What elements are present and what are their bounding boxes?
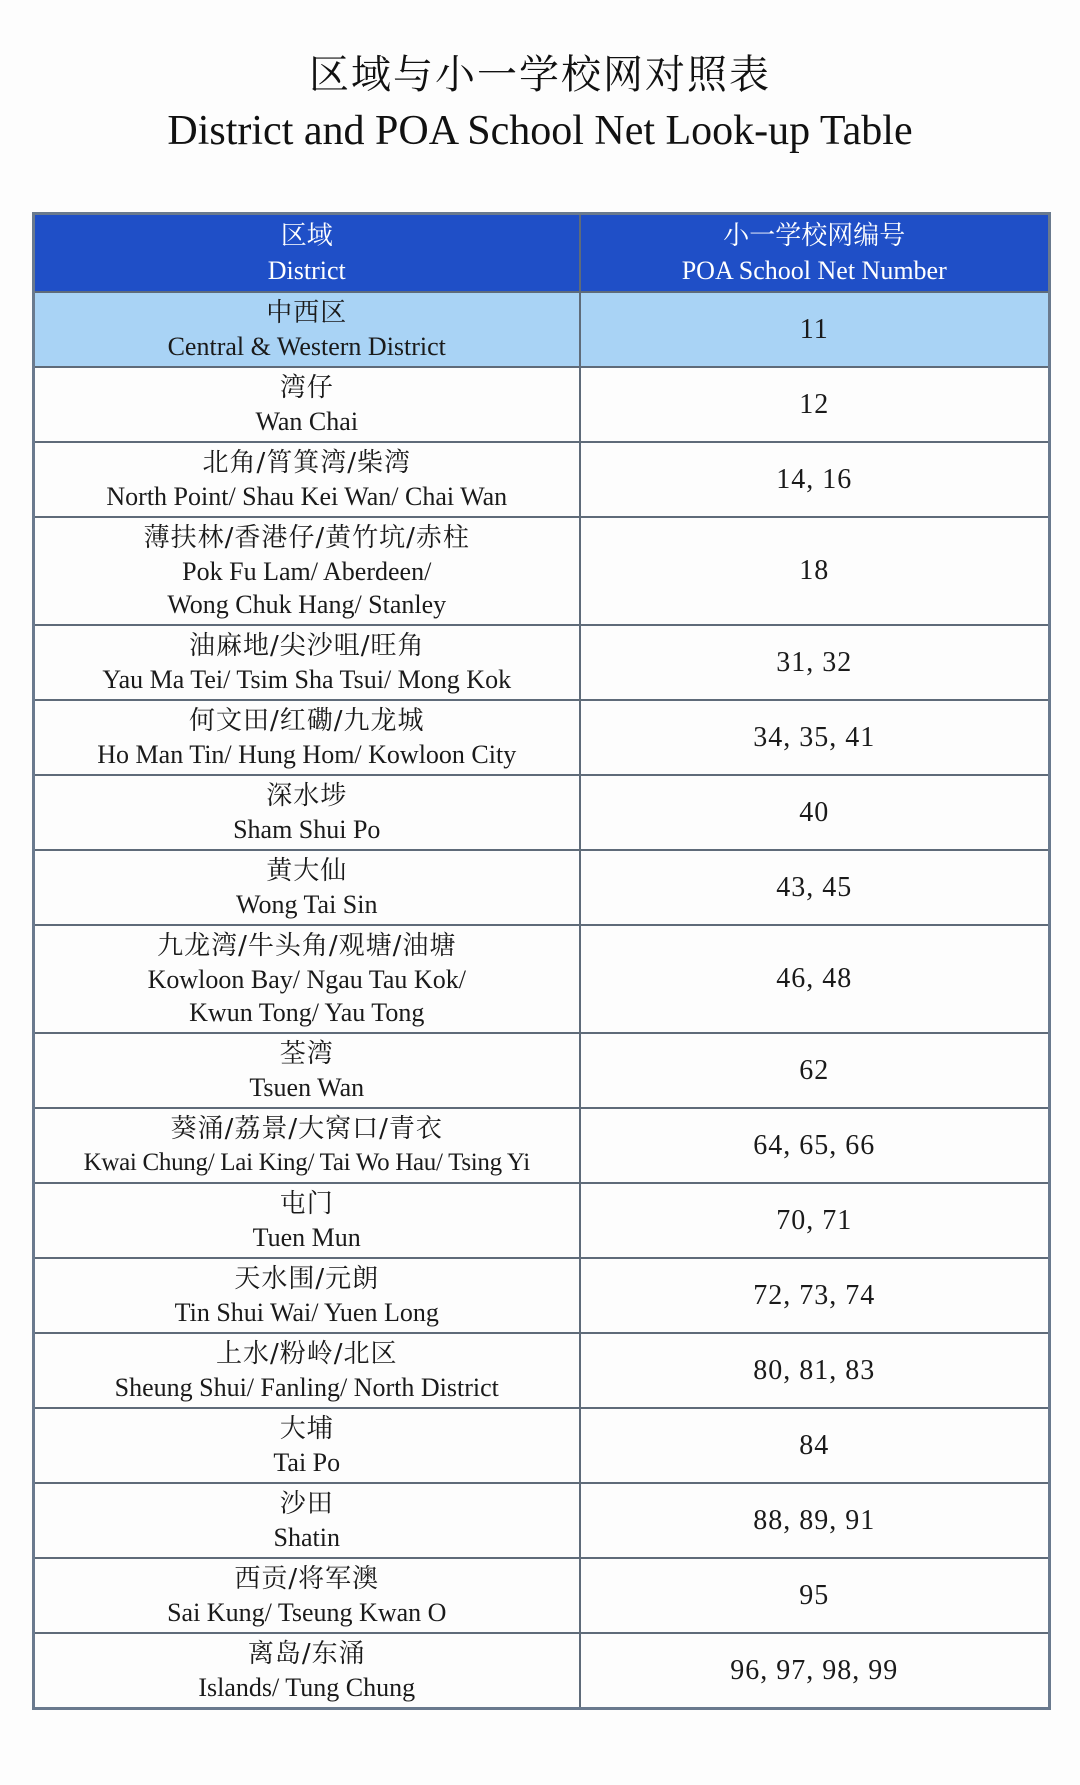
- district-cell: [34, 850, 580, 925]
- district-name-cn: 天水围/元朗: [234, 1264, 380, 1294]
- table-row: [34, 1183, 1050, 1258]
- district-cell: [34, 292, 580, 367]
- district-cell: [34, 1408, 580, 1483]
- district-name-cn: 西贡/将军澳: [234, 1564, 380, 1594]
- page-title-english: District and POA School Net Look-up Table: [167, 108, 913, 154]
- district-cell: [34, 1183, 580, 1258]
- district-name-cn: 油麻地/尖沙咀/旺角: [188, 631, 425, 661]
- table-row: [34, 367, 1050, 442]
- district-name-cn: 大埔: [279, 1414, 334, 1444]
- table-row: [34, 625, 1050, 700]
- net-number-cell: 14, 16: [580, 442, 1050, 517]
- district-name-en: Tai Po: [273, 1448, 341, 1477]
- district-name-en: Shatin: [273, 1523, 340, 1552]
- net-number-cell: 31, 32: [580, 625, 1050, 700]
- district-cell: [34, 1558, 580, 1633]
- district-name-cn: 薄扶林/香港仔/黄竹坑/赤柱: [143, 523, 470, 553]
- district-cell: [34, 775, 580, 850]
- table-row: [34, 1333, 1050, 1408]
- column-header-net-number: [580, 214, 1050, 293]
- table-row: [34, 700, 1050, 775]
- district-name-cn: 何文田/红磡/九龙城: [188, 706, 425, 736]
- net-number-cell: 34, 35, 41: [580, 700, 1050, 775]
- district-name-en: Wan Chai: [255, 407, 359, 436]
- district-name-cn: 沙田: [279, 1489, 334, 1519]
- district-cell: [34, 700, 580, 775]
- table-row: [34, 1108, 1050, 1183]
- table-row: [34, 517, 1050, 625]
- district-name-en: Tin Shui Wai/ Yuen Long: [174, 1298, 439, 1327]
- district-cell: [34, 1033, 580, 1108]
- district-name-cn: 离岛/东涌: [247, 1639, 366, 1669]
- net-number-cell: 43, 45: [580, 850, 1050, 925]
- column-header-district-cn: 区域: [280, 221, 333, 251]
- net-number-cell: 70, 71: [580, 1183, 1050, 1258]
- column-header-net-cn: 小一学校网编号: [723, 221, 906, 251]
- district-name-cn: 黄大仙: [266, 856, 348, 886]
- net-number-cell: 96, 97, 98, 99: [580, 1633, 1050, 1709]
- district-name-cn: 九龙湾/牛头角/观塘/油塘: [157, 931, 457, 961]
- district-name-en: Tsuen Wan: [249, 1073, 365, 1102]
- district-name-en: Ho Man Tin/ Hung Hom/ Kowloon City: [97, 740, 517, 769]
- district-name-en: Pok Fu Lam/ Aberdeen/ Wong Chuk Hang/ Stanley: [167, 557, 447, 619]
- table-row: [34, 925, 1050, 1033]
- title-block: [0, 48, 1080, 160]
- district-name-en: Wong Tai Sin: [235, 890, 378, 919]
- table-row: [34, 1033, 1050, 1108]
- district-cell: [34, 1108, 580, 1183]
- district-cell: [34, 925, 580, 1033]
- district-name-en: Sheung Shui/ Fanling/ North District: [114, 1373, 499, 1402]
- district-name-en: Kwai Chung/ Lai King/ Tai Wo Hau/ Tsing Yi: [83, 1149, 530, 1176]
- column-header-district-en: District: [267, 256, 346, 285]
- district-name-cn: 荃湾: [279, 1039, 334, 1069]
- column-header-district: [34, 214, 580, 293]
- table-row: [34, 1408, 1050, 1483]
- table-row: [34, 1633, 1050, 1709]
- column-header-net-en: POA School Net Number: [681, 256, 947, 285]
- net-number-cell: 80, 81, 83: [580, 1333, 1050, 1408]
- net-number-cell: 72, 73, 74: [580, 1258, 1050, 1333]
- school-net-lookup-table: [32, 212, 1051, 1710]
- net-number-cell: 46, 48: [580, 925, 1050, 1033]
- district-cell: [34, 1633, 580, 1709]
- district-name-cn: 湾仔: [279, 373, 334, 403]
- district-name-en: Central & Western District: [167, 332, 446, 361]
- district-cell: [34, 1483, 580, 1558]
- net-number-cell: 95: [580, 1558, 1050, 1633]
- table-row: [34, 850, 1050, 925]
- net-number-cell: 12: [580, 367, 1050, 442]
- table-row: [34, 442, 1050, 517]
- table-row: [34, 1558, 1050, 1633]
- table-row: [34, 1258, 1050, 1333]
- net-number-cell: 64, 65, 66: [580, 1108, 1050, 1183]
- net-number-cell: 84: [580, 1408, 1050, 1483]
- district-cell: [34, 442, 580, 517]
- page-title-chinese: 区域与小一学校网对照表: [309, 52, 771, 98]
- district-name-cn: 深水埗: [266, 781, 348, 811]
- district-name-cn: 屯门: [279, 1189, 334, 1219]
- district-name-en: Tuen Mun: [252, 1223, 361, 1252]
- district-name-en: North Point/ Shau Kei Wan/ Chai Wan: [106, 482, 508, 511]
- district-cell: [34, 367, 580, 442]
- district-name-cn: 北角/筲箕湾/柴湾: [202, 448, 412, 478]
- table-header-row: [34, 214, 1050, 293]
- net-number-cell: 40: [580, 775, 1050, 850]
- table-row: [34, 1483, 1050, 1558]
- district-name-en: Islands/ Tung Chung: [198, 1673, 416, 1702]
- table-row: [34, 292, 1050, 367]
- district-name-en: Sham Shui Po: [233, 815, 381, 844]
- net-number-cell: 11: [580, 292, 1050, 367]
- net-number-cell: 62: [580, 1033, 1050, 1108]
- district-cell: [34, 625, 580, 700]
- district-name-cn: 中西区: [266, 298, 348, 328]
- district-name-cn: 上水/粉岭/北区: [215, 1339, 398, 1369]
- district-cell: [34, 517, 580, 625]
- district-cell: [34, 1333, 580, 1408]
- district-cell: [34, 1258, 580, 1333]
- net-number-cell: 88, 89, 91: [580, 1483, 1050, 1558]
- table-row: [34, 775, 1050, 850]
- district-name-en: Sai Kung/ Tseung Kwan O: [167, 1598, 447, 1627]
- district-name-en: Yau Ma Tei/ Tsim Sha Tsui/ Mong Kok: [102, 665, 512, 694]
- net-number-cell: 18: [580, 517, 1050, 625]
- district-name-cn: 葵涌/荔景/大窝口/青衣: [170, 1114, 443, 1144]
- district-name-en: Kowloon Bay/ Ngau Tau Kok/ Kwun Tong/ Yau Tong: [147, 965, 466, 1027]
